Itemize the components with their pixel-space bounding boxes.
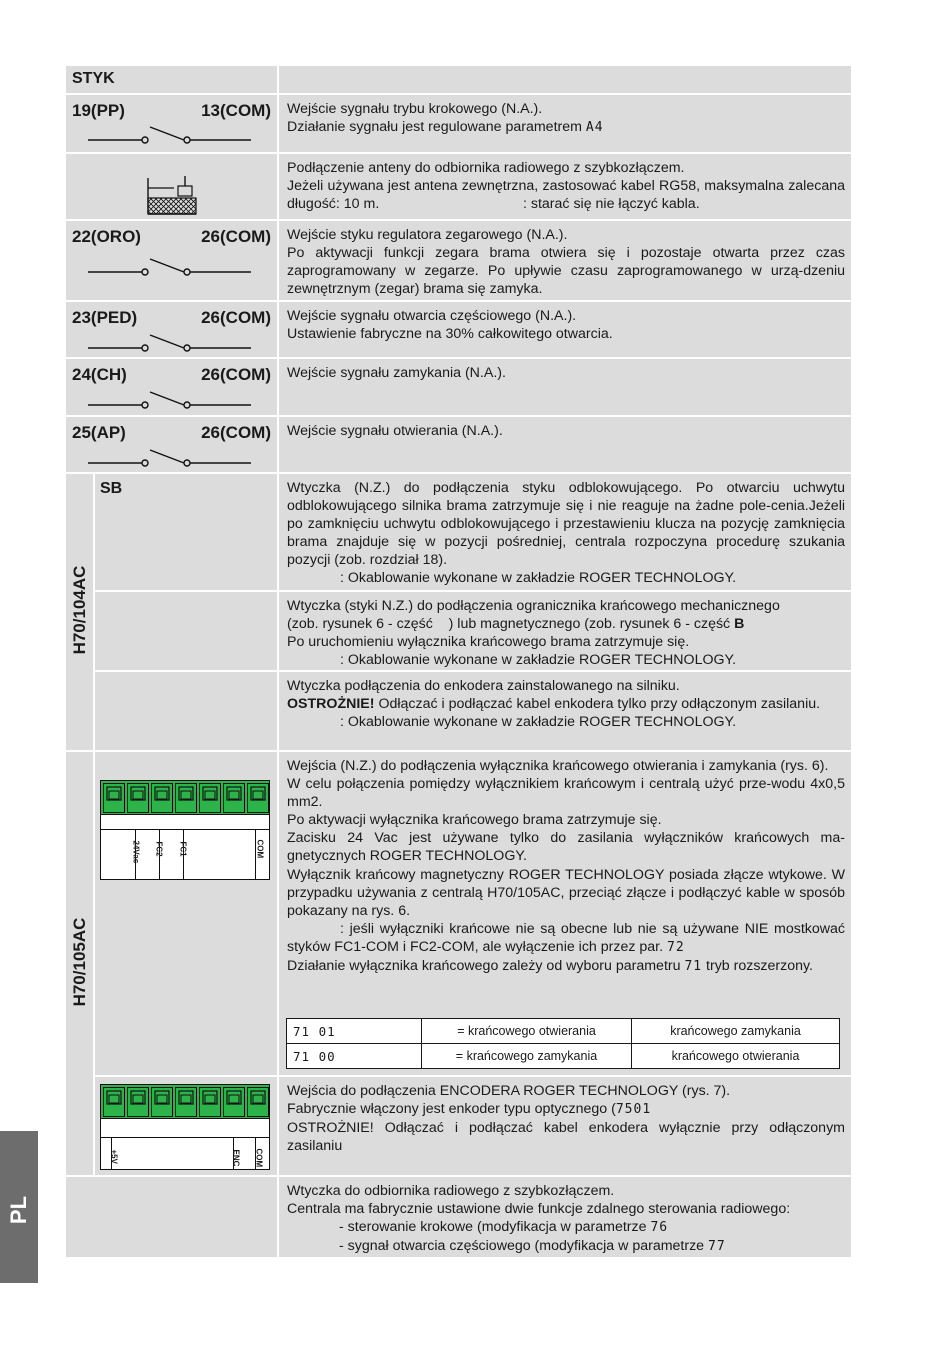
fc-line-3: Po aktywacji wyłącznika krańcowego brama zatrzymuje się. (287, 812, 662, 829)
mode-close: krańcowego zamykania (632, 1019, 840, 1044)
ch-com-label: 26(COM) (201, 365, 271, 384)
ap-description (279, 417, 851, 472)
mode-code: 71 00 (287, 1044, 422, 1069)
fc-line-7: Działanie wyłącznika krańcowego zależy od wyboru parametru 71 tryb rozszerzony. (287, 958, 813, 975)
ped-line-2: Ustawienie fabryczne na 30% całkowitego otwarcia. (287, 326, 613, 343)
mode-open: = krańcowego otwierania (422, 1019, 632, 1044)
terminal-slots-icon (103, 783, 269, 813)
switch-symbol-icon (88, 388, 256, 412)
sb-description (279, 474, 851, 590)
ch-contact-cell (66, 359, 277, 415)
oro-com-label: 26(COM) (201, 227, 271, 246)
sb-line-1: Wtyczka (N.Z.) do podłączenia styku odblokowującego. Po otwarciu uchwytu odblokowującego silnika brama zatrzymuje się i nie reaguje na żadne pole-cenia.Jeżeli po zamknięciu uchwytu odblokowującego i przestawieniu klucza na pozycję zamknięcia brama znajduje się w pozycji pośredniej, centrala rozpoczyna procedurę szukania pozycji (zob. rozdział 18). (287, 480, 845, 569)
ap-contact-cell (66, 417, 277, 472)
h105-side-cell (66, 752, 93, 1175)
h105-vertical-label: H70/105AC (70, 917, 89, 1007)
pp-label: 19(PP) (72, 101, 125, 120)
language-tab-label: PL (6, 1195, 31, 1225)
antenna-connector-icon (146, 174, 198, 216)
radio-cell (66, 1177, 277, 1257)
ch-line-1: Wejście sygnału zamykania (N.A.). (287, 365, 506, 381)
sb-label: SB (100, 480, 123, 497)
table-row (287, 1044, 840, 1069)
fc-line-2: W celu połączenia pomiędzy wyłącznikiem krańcowym i centralą użyć prze-wodu 4x0,5 mm2. (287, 776, 845, 811)
limit-line-4: : Okablowanie wykonane w zakładzie ROGER TECHNOLOGY. (340, 652, 737, 669)
styk-header: STYK (72, 70, 115, 87)
fc-line-4: Zacisku 24 Vac jest używane tylko do zasilania wyłączników krańcowych ma-gnetycznych ROGER TECHNOLOGY. (287, 830, 845, 865)
encoder104-line-3: : Okablowanie wykonane w zakładzie ROGER TECHNOLOGY. (340, 714, 737, 731)
param-71: 71 (684, 959, 703, 975)
antenna-line-1: Podłączenie anteny do odbiornika radiowego z szybkozłączem. (287, 160, 685, 176)
fc-line-1: Wejścia (N.Z.) do podłączenia wyłącznika krańcowego otwierania i zamykania (rys. 6). (287, 758, 829, 774)
ch-description (279, 359, 851, 415)
enc-terminal-cell (95, 1077, 277, 1175)
oro-line-2: Po aktywacji funkcji zegara brama otwiera się i pozostaje otwarta przez czas zaprogramowany w zegarze. Po upływie czasu zaprogramowanego w urzą-dzeniu zewnętrznym (zegar) brama się zamyka. (287, 245, 845, 298)
term-enc: ENC (231, 1149, 241, 1167)
switch-symbol-icon (88, 123, 256, 147)
pp-line-1: Wejście sygnału trybu krokowego (N.A.). (287, 101, 543, 117)
oro-line-1: Wejście styku regulatora zegarowego (N.A.). (287, 227, 568, 243)
param-76: 76 (650, 1220, 669, 1236)
encoder104-line-1: Wtyczka podłączenia do enkodera zainstalowanego na silniku. (287, 678, 680, 694)
ap-com-label: 26(COM) (201, 423, 271, 442)
ped-contact-cell (66, 302, 277, 357)
param-77: 77 (708, 1239, 726, 1255)
oro-description (279, 221, 851, 300)
limit-line-3: Po uruchomieniu wyłącznika krańcowego brama zatrzymuje się. (287, 634, 690, 651)
pp-com-label: 13(COM) (201, 101, 271, 120)
table-row (287, 1019, 840, 1044)
radio-line-3: - sterowanie krokowe (modyfikacja w parametrze 76 (339, 1219, 669, 1236)
ped-com-label: 26(COM) (201, 308, 271, 327)
ped-description (279, 302, 851, 357)
encoder104-description (279, 672, 851, 750)
h104-vertical-label: H70/104AC (70, 565, 89, 655)
ped-line-1: Wejście sygnału otwarcia częściowego (N.A.). (287, 308, 577, 324)
limit-cell (95, 592, 277, 670)
fc-line-5: Wyłącznik krańcowy magnetyczny ROGER TECHNOLOGY posiada złącze wtykowe. W przypadku używania z centralą H70/105AC, przeciąć złącze i podłączyć kable w sposób pokazany na rys. 6. (287, 866, 845, 919)
pp-description (279, 95, 851, 152)
fc-line-6: : jeśli wyłączniki krańcowe nie są obecne lub nie są używane NIE mostkować styków FC1-COM i FC2-COM, ale wyłączenie ich przez par. 72 (287, 920, 845, 955)
ap-label: 25(AP) (72, 423, 126, 442)
encoder104-cell (95, 672, 277, 750)
terminal-slots-icon (103, 1087, 269, 1117)
oro-contact-cell (66, 221, 277, 300)
ped-label: 23(PED) (72, 308, 138, 327)
header-left-cell (66, 66, 277, 93)
mode-open: = krańcowego zamykania (422, 1044, 632, 1069)
term-fc1: FC1 (178, 841, 188, 857)
param-72: 72 (667, 939, 685, 955)
limit-description (279, 592, 851, 670)
radio-description (279, 1177, 851, 1257)
encoder104-line-2: OSTROŻNIE! Odłączać i podłączać kabel enkodera tylko przy odłączonym zasilaniu. (287, 696, 821, 713)
term-24vac: 24Vac (131, 840, 141, 864)
term-com: COM (255, 839, 265, 859)
antenna-line-3: : starać się nie łączyć kabla. (523, 196, 700, 212)
fc-terminal-cell (95, 752, 277, 1075)
switch-symbol-icon (88, 255, 256, 279)
oro-label: 22(ORO) (72, 227, 141, 246)
pp-line-2: Działanie sygnału jest regulowane parametrem A4 (287, 119, 604, 136)
term-com2: COM (254, 1148, 264, 1168)
enc-description (279, 1077, 851, 1175)
sb-cell (95, 474, 277, 590)
switch-symbol-icon (88, 331, 256, 355)
radio-line-2: Centrala ma fabrycznie ustawione dwie funkcje zdalnego sterowania radiowego: (287, 1201, 791, 1218)
ch-label: 24(CH) (72, 365, 127, 384)
sb-line-2: : Okablowanie wykonane w zakładzie ROGER TECHNOLOGY. (340, 570, 737, 587)
pp-contact-cell (66, 95, 277, 152)
ap-line-1: Wejście sygnału otwierania (N.A.). (287, 423, 503, 439)
antenna-cell (66, 154, 277, 219)
terminal-block-2 (100, 1084, 270, 1170)
enc-line-2: Fabrycznie włączony jest enkoder typu optycznego (7501 (287, 1101, 652, 1118)
radio-line-1: Wtyczka do odbiornika radiowego z szybkozłączem. (287, 1183, 615, 1199)
limit-line-1: Wtyczka (styki N.Z.) do podłączenia ogranicznika krańcowego mechanicznego (287, 598, 780, 614)
antenna-line-2: Jeżeli używana jest antena zewnętrzna, zastosować kabel RG58, maksymalna zalecana długość: 10 m. (287, 178, 845, 213)
terminal-block-1 (100, 780, 270, 880)
fc-mode-table (286, 1018, 840, 1069)
h104-side-cell (66, 474, 93, 750)
term-5v: +5V (109, 1149, 119, 1164)
header-right-cell (279, 66, 851, 93)
term-fc2: FC2 (154, 841, 164, 857)
antenna-description (279, 154, 851, 219)
switch-symbol-icon (88, 446, 256, 470)
param-7501: 7501 (615, 1102, 652, 1118)
enc-line-3: OSTROŻNIE! Odłączać i podłączać kabel enkodera wyłącznie przy odłączonym zasilaniu (287, 1120, 845, 1155)
enc-line-1: Wejścia do podłączenia ENCODERA ROGER TECHNOLOGY (rys. 7). (287, 1083, 731, 1099)
limit-line-2: (zob. rysunek 6 - część ) lub magnetycznego (zob. rysunek 6 - część B (287, 616, 745, 633)
mode-close: krańcowego otwierania (632, 1044, 840, 1069)
param-a4: A4 (585, 120, 604, 136)
radio-line-4: - sygnał otwarcia częściowego (modyfikacja w parametrze 77 (339, 1238, 726, 1255)
mode-code: 71 01 (287, 1019, 422, 1044)
